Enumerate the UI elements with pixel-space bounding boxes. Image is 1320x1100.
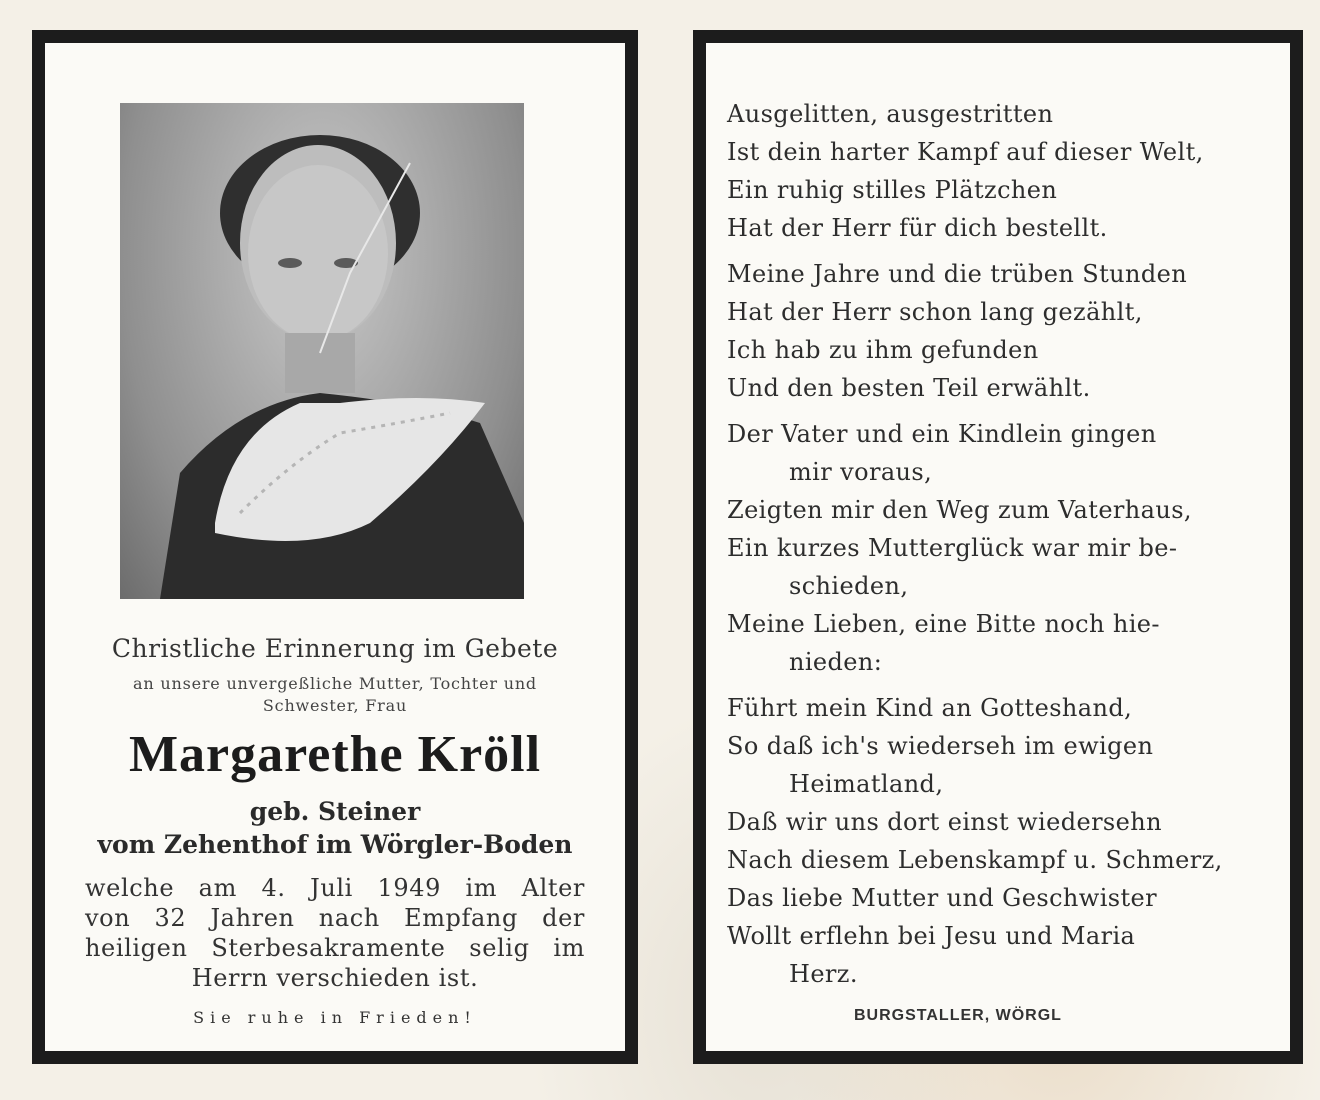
poem-line: nieden: bbox=[789, 648, 883, 676]
poem-line: Daß wir uns dort einst wiedersehn bbox=[727, 808, 1162, 836]
poem-line: So daß ich's wiederseh im ewigen bbox=[727, 732, 1154, 760]
poem-line: Nach diesem Lebenskampf u. Schmerz, bbox=[727, 846, 1223, 874]
death-notice-text bbox=[85, 873, 585, 993]
poem-line: Wollt erflehn bei Jesu und Maria bbox=[727, 922, 1136, 950]
caption-sub-line: an unsere unvergeßliche Mutter, Tochter und bbox=[133, 674, 537, 693]
poem-line: Ein kurzes Mutterglück war mir be- bbox=[727, 534, 1178, 562]
left-panel bbox=[32, 30, 638, 1064]
poem-line: Meine Jahre und die trüben Stunden bbox=[727, 260, 1188, 288]
poem-line: Zeigten mir den Weg zum Vaterhaus, bbox=[727, 496, 1192, 524]
poem-line: Und den besten Teil erwählt. bbox=[727, 374, 1091, 402]
origin-line: vom Zehenthof im Wörgler-Boden bbox=[97, 830, 573, 859]
death-line: welche am 4. Juli 1949 im Alter bbox=[85, 874, 585, 902]
poem-line: Das liebe Mutter und Geschwister bbox=[727, 884, 1158, 912]
maiden-name: geb. Steiner bbox=[249, 797, 421, 826]
poem-line: Der Vater und ein Kindlein gingen bbox=[727, 420, 1157, 448]
death-line: heiligen Sterbesakramente selig im bbox=[85, 934, 585, 962]
poem-line: Ausgelitten, ausgestritten bbox=[727, 100, 1054, 128]
caption-subtitle bbox=[45, 673, 625, 717]
poem-line: Heimatland, bbox=[789, 770, 944, 798]
printer-imprint: BURGSTALLER, WÖRGL bbox=[854, 1007, 1062, 1024]
right-panel bbox=[693, 30, 1303, 1064]
poem-line: Meine Lieben, eine Bitte noch hie- bbox=[727, 610, 1160, 638]
poem-line: Herz. bbox=[789, 960, 858, 988]
death-line: Herrn verschieden ist. bbox=[191, 964, 479, 992]
poem-line: mir voraus, bbox=[789, 458, 933, 486]
caption-heading: Christliche Erinnerung im Gebete bbox=[111, 634, 559, 663]
poem-line: Hat der Herr für dich bestellt. bbox=[727, 214, 1108, 242]
poem-line: Ich hab zu ihm gefunden bbox=[727, 336, 1039, 364]
poem bbox=[727, 95, 1223, 993]
poem-line: schieden, bbox=[789, 572, 909, 600]
poem-line: Ist dein harter Kampf auf dieser Welt, bbox=[727, 138, 1204, 166]
death-line: von 32 Jahren nach Empfang der bbox=[85, 904, 585, 932]
poem-line: Hat der Herr schon lang gezählt, bbox=[727, 298, 1143, 326]
portrait-photo bbox=[120, 103, 524, 599]
deceased-name: Margarethe Kröll bbox=[128, 726, 542, 783]
caption-sub-line: Schwester, Frau bbox=[262, 696, 408, 715]
poem-line: Führt mein Kind an Gotteshand, bbox=[727, 694, 1133, 722]
closing-blessing: Sie ruhe in Frieden! bbox=[193, 1008, 477, 1027]
poem-line: Ein ruhig stilles Plätzchen bbox=[727, 176, 1058, 204]
